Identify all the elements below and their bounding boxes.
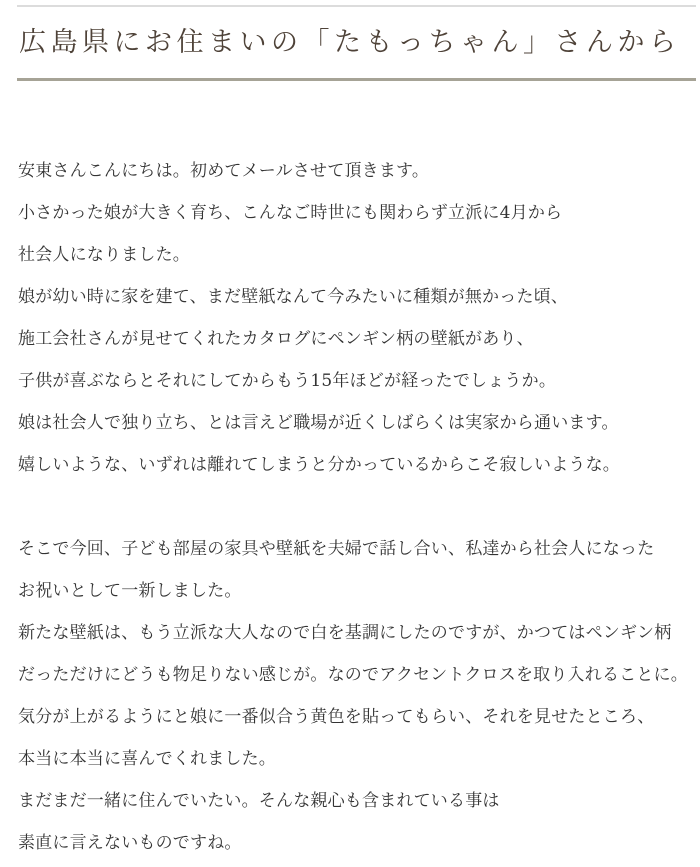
letter-line: 娘は社会人で独り立ち、とは言えど職場が近くしばらくは実家から通います。 [18, 413, 619, 433]
letter-line: 気分が上がるようにと娘に一番似合う黄色を貼ってもらい、それを見せたところ、 [18, 707, 655, 727]
letter-line: 嬉しいような、いずれは離れてしまうと分かっているからこそ寂しいような。 [18, 455, 620, 475]
letter-line: 娘が幼い時に家を建て、まだ壁紙なんて今みたいに種類が無かった頃、 [18, 287, 569, 307]
letter-line: まだまだ一緒に住んでいたい。そんな親心も含まれている事は [18, 791, 500, 811]
top-divider [17, 5, 696, 7]
letter-line: 本当に本当に喜んでくれました。 [18, 749, 276, 769]
letter-line: 新たな壁紙は、もう立派な大人なので白を基調にしたのですが、かつてはペンギン柄 [18, 623, 672, 643]
letter-line: 社会人になりました。 [18, 245, 190, 265]
page-title: 広島県にお住まいの「たもっちゃん」さんから [19, 27, 681, 58]
letter-line: 安東さんこんにちは。初めてメールさせて頂きます。 [18, 161, 430, 181]
letter-body [18, 150, 694, 864]
letter-line: 子供が喜ぶならとそれにしてからもう15年ほどが経ったでしょうか。 [18, 371, 557, 391]
letter-line: 施工会社さんが見せてくれたカタログにペンギン柄の壁紙があり、 [18, 329, 534, 349]
title-divider [17, 78, 696, 81]
letter-line: 素直に言えないものですね。 [18, 833, 242, 853]
letter-line: 小さかった娘が大きく育ち、こんなご時世にも関わらず立派に4月から [18, 203, 563, 223]
paragraph-spacer [18, 486, 694, 528]
letter-line: そこで今回、子ども部屋の家具や壁紙を夫婦で話し合い、私達から社会人になった [18, 539, 655, 559]
letter-line: だっただけにどうも物足りない感じが。なのでアクセントクロスを取り入れることに。 [18, 665, 688, 685]
letter-line: お祝いとして一新しました。 [18, 581, 242, 601]
